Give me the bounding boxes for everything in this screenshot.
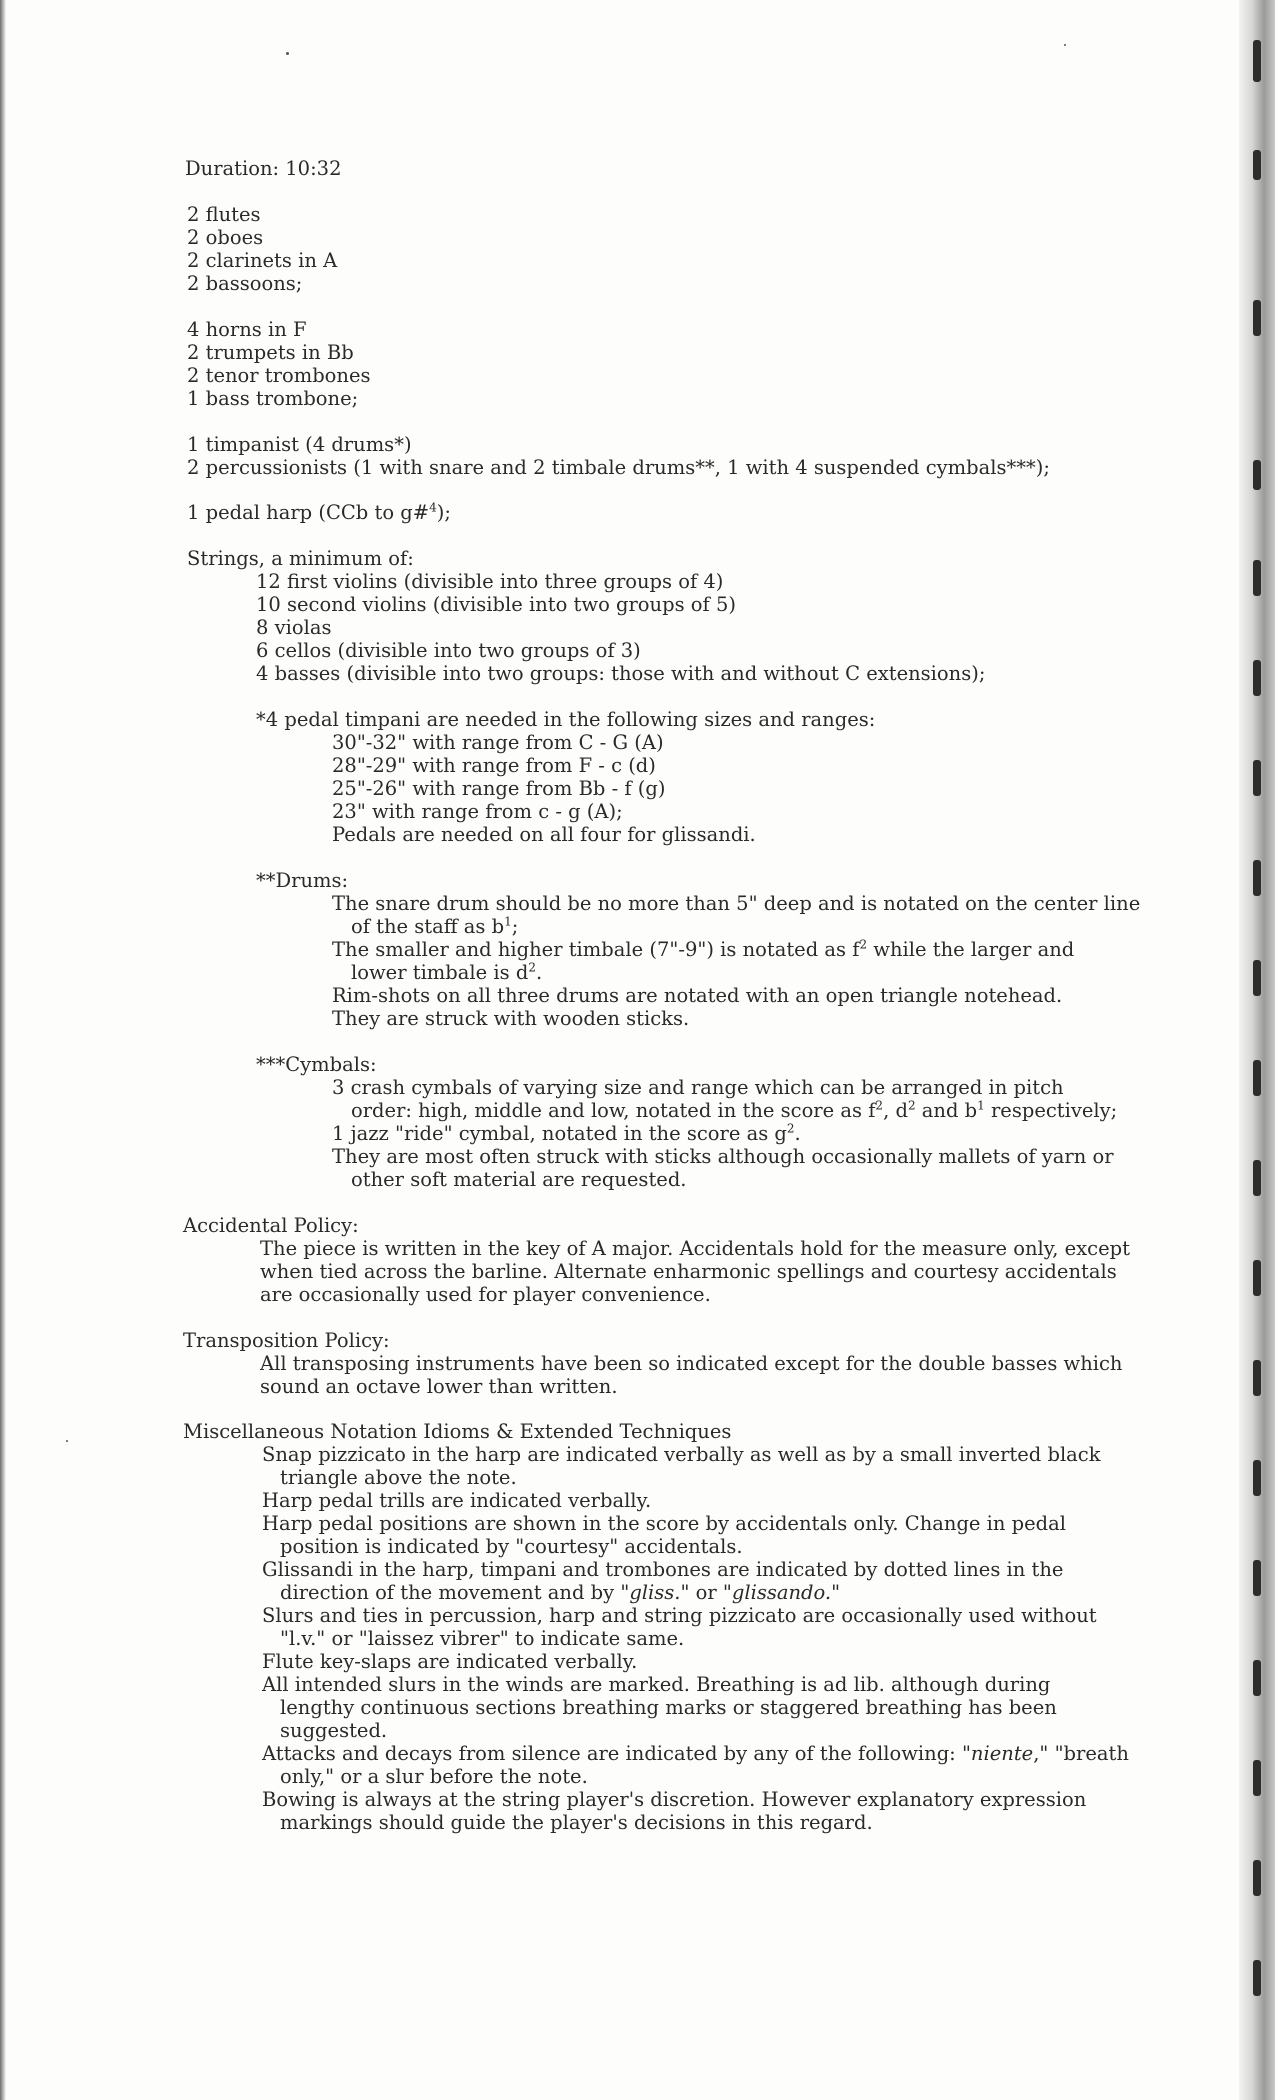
timpani-note-heading: *4 pedal timpani are needed in the following sizes and ranges: (256, 708, 876, 731)
binding-hole (1253, 1860, 1261, 1896)
misc-line: lengthy continuous sections breathing marks or staggered breathing has been (280, 1696, 1057, 1719)
paper-speck (66, 1440, 68, 1442)
binding-hole (1253, 150, 1261, 180)
drums-note-line: Rim-shots on all three drums are notated with an open triangle notehead. (332, 984, 1063, 1007)
strings-heading: Strings, a minimum of: (187, 547, 414, 570)
misc-line: Flute key-slaps are indicated verbally. (262, 1650, 638, 1673)
instrument-line: 1 timpanist (4 drums*) (187, 433, 412, 456)
drums-note-line: The smaller and higher timbale (7"-9") is notated as $f^2$ while the larger and (332, 937, 1075, 961)
cymbals-note-line: They are most often struck with sticks although occasionally mallets of yarn or (332, 1145, 1114, 1168)
misc-line: position is indicated by "courtesy" accidentals. (280, 1535, 743, 1558)
misc-line: triangle above the note. (280, 1466, 517, 1489)
cymbals-note-heading: ***Cymbals: (256, 1053, 377, 1076)
accidental-policy-line: when tied across the barline. Alternate enharmonic spellings and courtesy accidentals (260, 1260, 1117, 1283)
binding-hole (1253, 1260, 1261, 1296)
binding-hole (1253, 760, 1261, 796)
binding-hole (1253, 1460, 1261, 1496)
instrument-line: 4 horns in F (187, 318, 307, 341)
misc-line: Bowing is always at the string player's discretion. However explanatory expression (262, 1788, 1087, 1811)
drums-note-heading: **Drums: (256, 869, 349, 892)
accidental-policy-line: The piece is written in the key of A major. Accidentals hold for the measure only, except (260, 1237, 1130, 1260)
transposition-policy-line: sound an octave lower than written. (260, 1375, 618, 1398)
instrument-line: 10 second violins (divisible into two groups of 5) (256, 593, 736, 616)
cymbals-note-line: other soft material are requested. (351, 1168, 687, 1191)
transposition-policy-heading: Transposition Policy: (183, 1329, 390, 1352)
misc-line: Harp pedal positions are shown in the score by accidentals only. Change in pedal (262, 1512, 1067, 1535)
misc-line: Snap pizzicato in the harp are indicated verbally as well as by a small inverted black (262, 1443, 1101, 1466)
misc-line: suggested. (280, 1719, 388, 1742)
duration: Duration: 10:32 (185, 157, 342, 180)
misc-line: Glissandi in the harp, timpani and trombones are indicated by dotted lines in the (262, 1558, 1064, 1581)
instrument-line: 6 cellos (divisible into two groups of 3) (256, 639, 641, 662)
binding-hole (1253, 860, 1261, 896)
drums-note-line: lower timbale is $d^2$. (351, 960, 543, 984)
drums-note-line: of the staff as $b^1$; (351, 914, 519, 938)
binding-hole (1253, 1060, 1261, 1096)
misc-line: direction of the movement and by "gliss." or "glissando." (280, 1581, 841, 1604)
binding-hole (1253, 1160, 1261, 1196)
transposition-policy-line: All transposing instruments have been so indicated except for the double basses which (260, 1352, 1123, 1375)
cymbals-note-line: 3 crash cymbals of varying size and range which can be arranged in pitch (332, 1076, 1064, 1099)
instrument-line: 2 flutes (187, 203, 261, 226)
timpani-size: 28"-29" with range from F - c (d) (332, 754, 656, 777)
misc-line: Attacks and decays from silence are indicated by any of the following: "niente," "breath (262, 1742, 1129, 1765)
instrument-line: 2 tenor trombones (187, 364, 371, 387)
cymbals-note-line: order: high, middle and low, notated in the score as $f^2$, $d^2$ and $b^1$ respectively; (351, 1098, 1118, 1122)
cymbals-note-line: 1 jazz "ride" cymbal, notated in the score as $g^2$. (332, 1121, 801, 1145)
binding-hole (1253, 1360, 1261, 1396)
binding-hole (1253, 660, 1261, 696)
misc-heading: Miscellaneous Notation Idioms & Extended Techniques (183, 1420, 732, 1443)
timpani-size: Pedals are needed on all four for glissandi. (332, 823, 756, 846)
binding-hole (1253, 560, 1261, 596)
paper-speck (1064, 44, 1066, 46)
binding-hole (1253, 460, 1261, 490)
instrument-line: 2 clarinets in A (187, 249, 338, 272)
drums-note-line: The snare drum should be no more than 5" deep and is notated on the center line (332, 892, 1141, 915)
timpani-size: 30"-32" with range from C - G (A) (332, 731, 664, 754)
instrument-line: 12 first violins (divisible into three groups of 4) (256, 570, 724, 593)
instrument-line: 4 basses (divisible into two groups: those with and without C extensions); (256, 662, 986, 685)
binding-hole (1253, 1660, 1261, 1696)
drums-note-line: They are struck with wooden sticks. (332, 1007, 690, 1030)
misc-line: markings should guide the player's decisions in this regard. (280, 1811, 873, 1834)
instrument-line: 2 bassoons; (187, 272, 303, 295)
timpani-size: 23" with range from c - g (A); (332, 800, 623, 823)
binding-hole (1253, 960, 1261, 996)
misc-line: Slurs and ties in percussion, harp and string pizzicato are occasionally used without (262, 1604, 1097, 1627)
instrument-line: 8 violas (256, 616, 332, 639)
instrument-line: 2 percussionists (1 with snare and 2 timbale drums**, 1 with 4 suspended cymbals***); (187, 456, 1050, 479)
misc-line: only," or a slur before the note. (280, 1765, 588, 1788)
misc-line: "l.v." or "laissez vibrer" to indicate same. (280, 1627, 685, 1650)
accidental-policy-line: are occasionally used for player convenience. (260, 1283, 711, 1306)
timpani-size: 25"-26" with range from Bb - f (g) (332, 777, 666, 800)
instrument-line: 2 oboes (187, 226, 264, 249)
binding-hole (1253, 1760, 1261, 1796)
instrument-line: 1 bass trombone; (187, 387, 359, 410)
binding-edge (1239, 0, 1275, 2100)
accidental-policy-heading: Accidental Policy: (183, 1214, 359, 1237)
misc-line: All intended slurs in the winds are marked. Breathing is ad lib. although during (262, 1673, 1051, 1696)
misc-line: Harp pedal trills are indicated verbally. (262, 1489, 652, 1512)
paper-speck (286, 52, 289, 55)
instrument-line-harp: 1 pedal harp (CCb to g#$^4$); (187, 500, 451, 524)
binding-hole (1253, 1560, 1261, 1596)
binding-hole (1253, 40, 1261, 82)
binding-hole (1253, 1960, 1261, 1996)
binding-hole (1253, 300, 1261, 336)
instrument-line: 2 trumpets in Bb (187, 341, 354, 364)
